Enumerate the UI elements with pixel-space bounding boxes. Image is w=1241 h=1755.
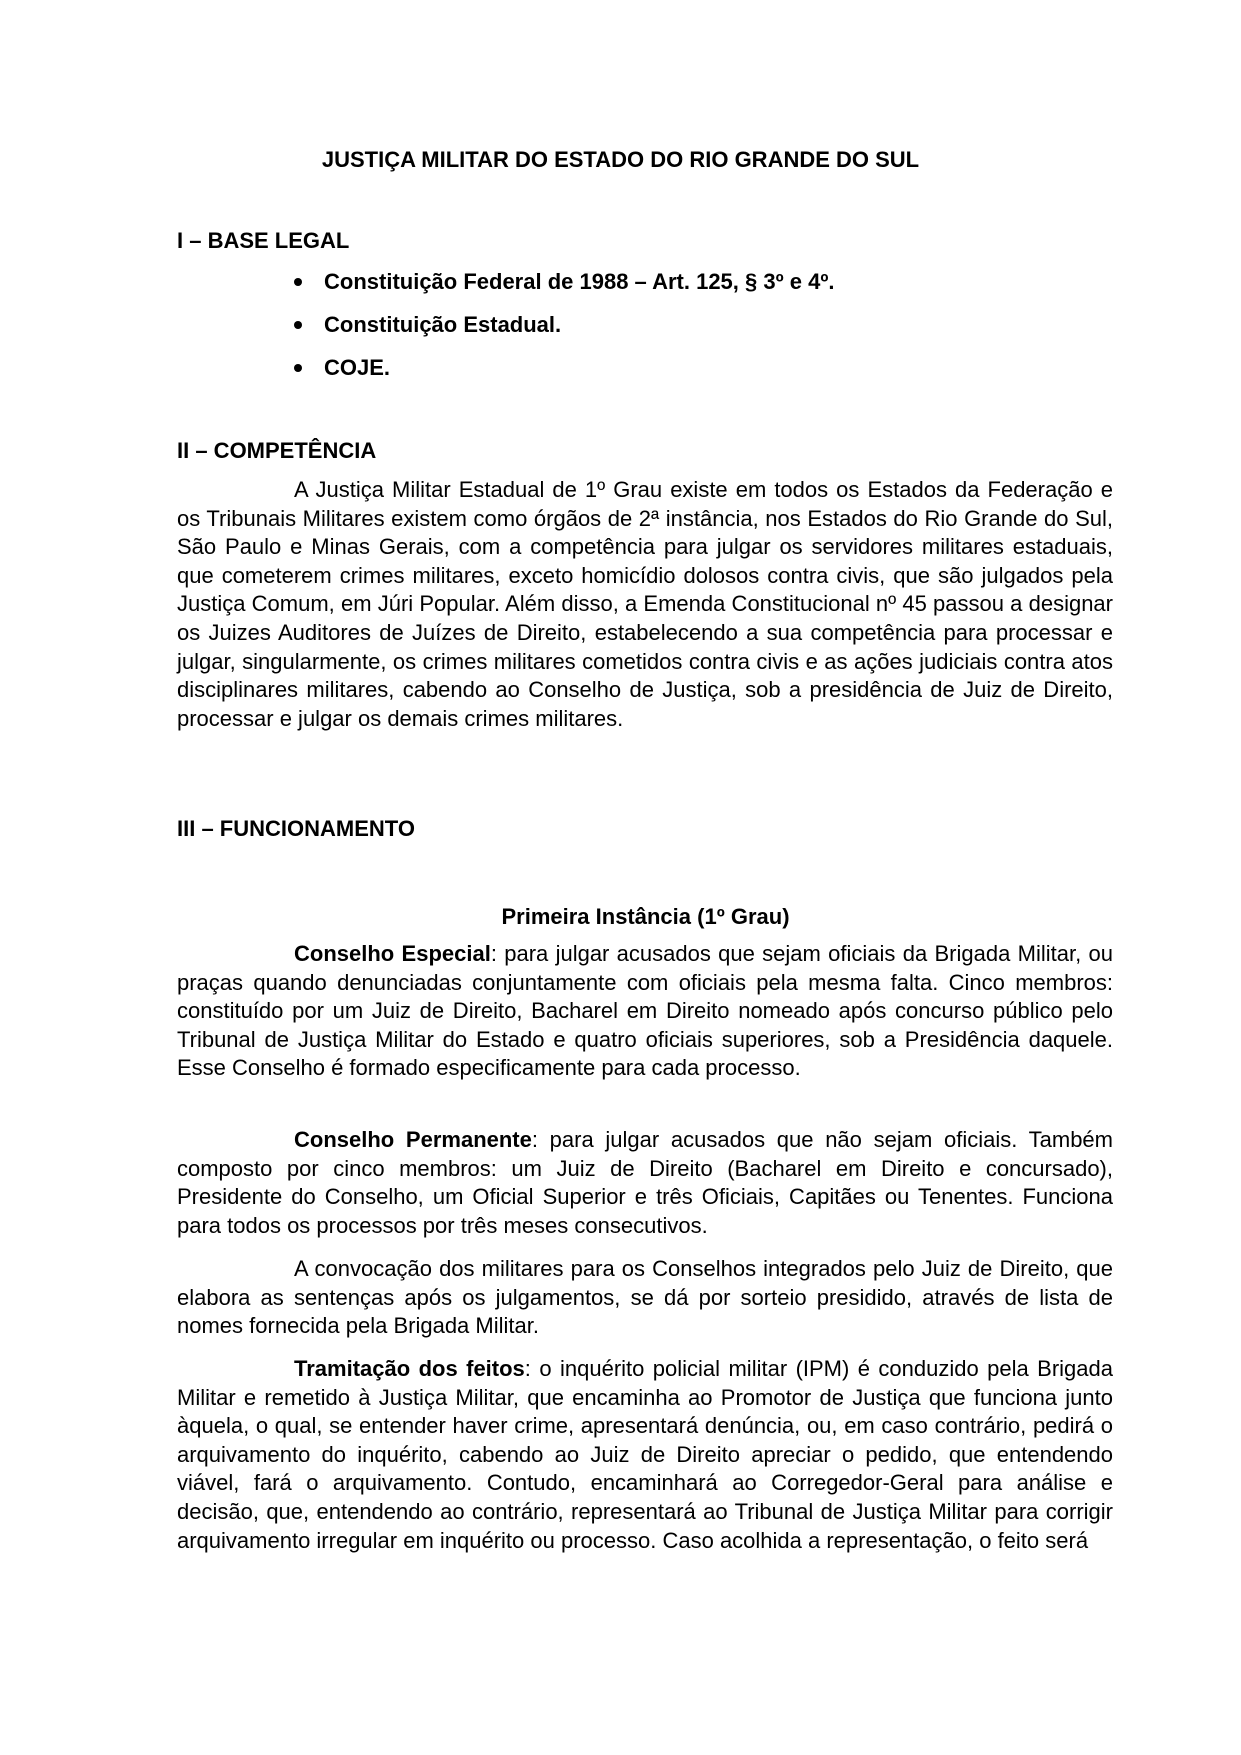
paragraph-body: : para julgar acusados que sejam oficiais da Brigada Militar, ou praças quando denunciadas conjuntamente com oficiais pela mesma falta. Cinco membros: constituído por um Juiz de Direito, Bacharel em Direito nomeado após concurso público pelo Tribunal de Justiça Militar do Estado e quatro oficiais superiores, sob a Presidência daquele. Esse Conselho é formado especificamente para cada processo. xyxy=(177,941,1113,1081)
list-item-text: Constituição Estadual. xyxy=(324,312,562,337)
section-heading-base-legal: I – BASE LEGAL xyxy=(177,228,350,253)
base-legal-list xyxy=(294,268,834,397)
bullet-icon xyxy=(294,321,302,329)
bullet-icon xyxy=(294,278,302,286)
section-heading-funcionamento: III – FUNCIONAMENTO xyxy=(177,816,415,841)
section-heading-competencia: II – COMPETÊNCIA xyxy=(177,438,377,463)
conselho-especial-paragraph xyxy=(177,940,1113,1083)
paragraph-lead: Conselho Permanente xyxy=(294,1127,532,1152)
conselho-permanente-paragraph xyxy=(177,1126,1113,1240)
paragraph-lead: Conselho Especial xyxy=(294,941,491,966)
list-item-text: Constituição Federal de 1988 – Art. 125, § 3º e 4º. xyxy=(324,269,835,294)
tramitacao-paragraph xyxy=(177,1355,1113,1555)
paragraph-body: : o inquérito policial militar (IPM) é conduzido pela Brigada Militar e remetido à Justiça Militar, que encaminha ao Promotor de Justiça que funciona junto àquela, o qual, se entender haver crime, apresentará denúncia, ou, em caso contrário, pedirá o arquivamento do inquérito, cabendo ao Juiz de Direito apreciar o pedido, que entendendo viável, fará o arquivamento. Contudo, encaminhará ao Corregedor-Geral para análise e decisão, que, entendendo ao contrário, representará ao Tribunal de Justiça Militar para corrigir arquivamento irregular em inquérito ou processo. Caso acolhida a representação, o feito será xyxy=(177,1356,1113,1553)
list-item xyxy=(294,311,834,354)
document-title: JUSTIÇA MILITAR DO ESTADO DO RIO GRANDE DO SUL xyxy=(321,147,920,172)
list-item xyxy=(294,354,834,397)
competencia-paragraph: A Justiça Militar Estadual de 1º Grau existe em todos os Estados da Federação e os Tribunais Militares existem como órgãos de 2ª instância, nos Estados do Rio Grande do Sul, São Paulo e Minas Gerais, com a competência para julgar os servidores militares estaduais, que cometerem crimes militares, exceto homicídio dolosos contra civis, que são julgados pela Justiça Comum, em Júri Popular. Além disso, a Emenda Constitucional nº 45 passou a designar os Juizes Auditores de Juízes de Direito, estabelecendo a sua competência para processar e julgar, singularmente, os crimes militares cometidos contra civis e as ações judiciais contra atos disciplinares militares, cabendo ao Conselho de Justiça, sob a presidência de Juiz de Direito, processar e julgar os demais crimes militares. xyxy=(177,477,1113,731)
paragraph-lead: Tramitação dos feitos xyxy=(294,1356,525,1381)
paragraph-body: A convocação dos militares para os Conselhos integrados pelo Juiz de Direito, que elabora as sentenças após os julgamentos, se dá por sorteio presidido, através de lista de nomes fornecida pela Brigada Militar. xyxy=(177,1256,1113,1339)
list-item xyxy=(294,268,834,311)
convocacao-paragraph xyxy=(177,1255,1113,1341)
list-item-text: COJE. xyxy=(324,355,391,380)
bullet-icon xyxy=(294,364,302,372)
subsection-title: Primeira Instância (1º Grau) xyxy=(501,904,790,929)
paragraph-body: : para julgar acusados que não sejam oficiais. Também composto por cinco membros: um Juiz de Direito (Bacharel em Direito e concursado), Presidente do Conselho, um Oficial Superior e três Oficiais, Capitães ou Tenentes. Funciona para todos os processos por três meses consecutivos. xyxy=(177,1127,1113,1238)
